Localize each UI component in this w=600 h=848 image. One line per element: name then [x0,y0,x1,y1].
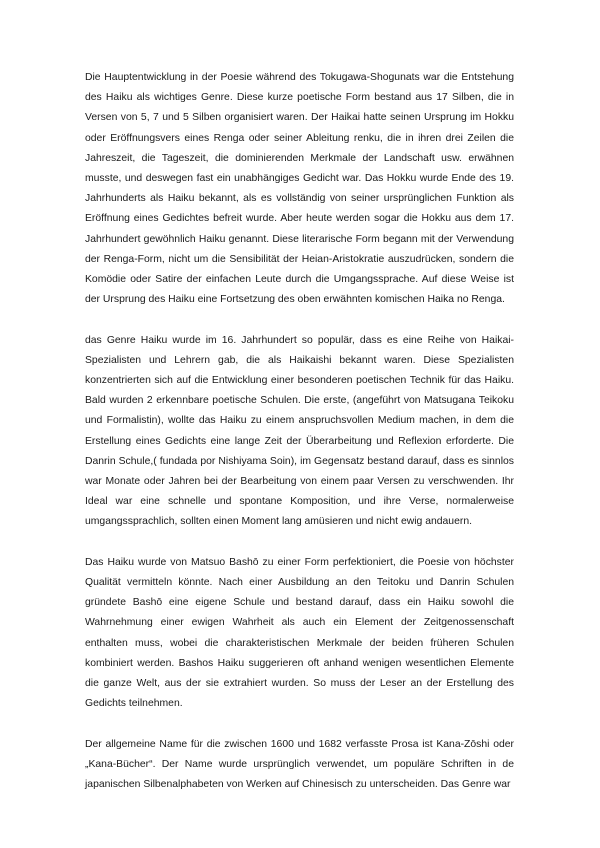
paragraph-basho: Das Haiku wurde von Matsuo Bashō zu einer Form perfektioniert, die Poesie von höchster Qualität vermitteln könnte. Nach einer Ausbildung an den Teitoku und Danrin Schulen gründete Bashō eine eigene Schule und bestand darauf, dass ein Haiku sowohl die Wahrnehmung einer ewigen Wahrheit als auch ein Element der Zeitgenossenschaft enthalten muss, wobei die charakteristischen Merkmale der beiden früheren Schulen kombiniert werden. Bashos Haiku suggerieren oft anhand wenigen wesentlichen Elemente die ganze Welt, aus der sie extrahiert wurden. So muss der Leser an der Erstellung des Gedichts teilnehmen. [85,556,514,710]
paragraph-kana-zoshi: Der allgemeine Name für die zwischen 1600 und 1682 verfasste Prosa ist Kana-Zōshi oder „Kana-Bücher“. Der Name wurde ursprünglich verwendet, um populäre Schriften in de japanischen Silbenalphabeten von Werken auf Chinesisch zu unterscheiden. Das Genre war [85,738,514,791]
paragraph-haiku-schools: das Genre Haiku wurde im 16. Jahrhundert so populär, dass es eine Reihe von Haikai-Spezialisten und Lehrern gab, die als Haikaishi bekannt waren. Diese Spezialisten konzentrierten sich auf die Entwicklung einer besonderen poetischen Technik für das Haiku. Bald wurden 2 erkennbare poetische Schulen. Die erste, (angeführt von Matsugana Teikoku und Formalistin), wollte das Haiku zu einem anspruchsvollen Medium machen, in dem die Erstellung eines Gedichts eine lange Zeit der Überarbeitung und Reflexion erforderte. Die Danrin Schule,( fundada por Nishiyama Soin), im Gegensatz bestand darauf, dass es sinnlos war Monate oder Jahren bei der Bearbeitung von einem paar Versen zu verschwenden. Ihr Ideal war eine schnelle und spontane Komposition, und ihre Verse, normalerweise umgangssprachlich, sollten einen Moment lang amüsieren und nicht ewig andauern. [85,334,514,528]
paragraph-haiku-origin: Die Hauptentwicklung in der Poesie während des Tokugawa-Shogunats war die Entstehung des Haiku als wichtiges Genre. Diese kurze poetische Form bestand aus 17 Silben, die in Versen von 5, 7 und 5 Silben organisiert waren. Der Haikai hatte seinen Ursprung im Hokku oder Eröffnungsvers eines Renga oder seiner Ableitung renku, die in ihren drei Zeilen die Jahreszeit, die Tageszeit, die dominierenden Merkmale der Landschaft usw. erwähnen musste, und deswegen fast ein unabhängiges Gedicht war. Das Hokku wurde Ende des 19. Jahrhunderts als Haiku bekannt, als es vollständig von seiner ursprünglichen Funktion als Eröffnung eines Gedichtes befreit wurde. Aber heute werden sogar die Hokku aus dem 17. Jahrhundert gewöhnlich Haiku genannt. Diese literarische Form begann mit der Verwendung der Renga-Form, nicht um die Sensibilität der Heian-Aristokratie auszudrücken, sondern die Komödie oder Satire der einfachen Leute durch die Umgangssprache. Auf diese Weise ist der Ursprung des Haiku eine Fortsetzung des oben erwähnten komischen Haika no Renga. [85,72,514,306]
body-text [85,68,514,815]
